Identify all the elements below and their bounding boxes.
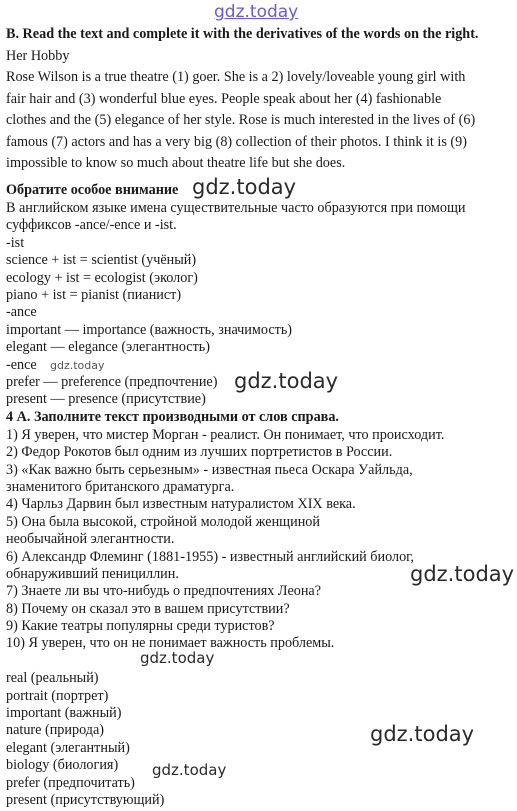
watermark: gdz.today (234, 369, 339, 393)
watermark: gdz.today (192, 175, 297, 199)
word-item: portrait (портрет) (6, 688, 109, 704)
task-line: обнаруживший пенициллин. (6, 566, 179, 582)
watermark: gdz.today (410, 562, 515, 586)
word-item: elegant (элегантный) (6, 740, 130, 756)
task-line: 5) Она была высокой, стройной молодой женщиной (6, 514, 320, 530)
note-intro-line: суффиксов -ance/-ence и -ist. (6, 217, 177, 233)
section-b-heading: B. Read the text and complete it with the derivatives of the words on the right. (6, 26, 479, 42)
task-line: 1) Я уверен, что мистер Морган - реалист. Он понимает, что происходит. (6, 427, 445, 443)
word-item: nature (природа) (6, 722, 105, 738)
section-b-title: Her Hobby (6, 48, 70, 64)
section-b-line: famous (7) actors and has a very big (8) collection of their photos. I think it is (9) (6, 134, 467, 150)
suffix-label-ist: -ist (6, 235, 25, 251)
watermark: gdz.today (140, 649, 215, 667)
task-line: 3) «Как важно быть серьезным» - известная пьеса Оскара Уайльда, (6, 462, 413, 478)
watermark-top: gdz.today (214, 2, 299, 22)
section-b-line: clothes and the (5) elegance of her style. Rose is much interested in the lives of (6) (6, 112, 476, 128)
example-line: prefer — preference (предпочтение) (6, 374, 218, 390)
example-line: piano + ist = pianist (пианист) (6, 287, 182, 303)
example-line: present — presence (присутствие) (6, 391, 206, 407)
task-line: 10) Я уверен, что он не понимает важность проблемы. (6, 635, 335, 651)
section-b-line: impossible to know so much about theatre life but she does. (6, 155, 346, 171)
word-item: prefer (предпочитать) (6, 775, 135, 791)
section-b-line: fair hair and (3) wonderful blue eyes. People speak about her (4) fashionable (6, 91, 442, 107)
example-line: elegant — elegance (элегантность) (6, 339, 210, 355)
word-item: biology (биология) (6, 757, 119, 773)
suffix-label-ance: -ance (6, 304, 37, 320)
word-item: important (важный) (6, 705, 122, 721)
word-item: real (реальный) (6, 670, 99, 686)
section-b-line: Rose Wilson is a true theatre (1) goer. She is a 2) lovely/loveable young girl with (6, 69, 466, 85)
suffix-label-ence: -ence (6, 357, 37, 373)
example-line: important — importance (важность, значимость) (6, 322, 293, 338)
watermark: gdz.today (370, 722, 475, 746)
word-item: present (присутствующий) (6, 792, 165, 808)
watermark: gdz.today (50, 359, 105, 372)
task-line: знаменитого британского драматурга. (6, 479, 235, 495)
note-heading: Обратите особое внимание (6, 182, 179, 198)
task-line: необычайной элегантности. (6, 531, 175, 547)
task-line: 9) Какие театры популярны среди туристов? (6, 618, 275, 634)
watermark: gdz.today (152, 761, 227, 779)
task-line: 7) Знаете ли вы что-нибудь о предпочтениях Леона? (6, 583, 322, 599)
task-line: 6) Александр Флеминг (1881-1955) - известный английский биолог, (6, 549, 414, 565)
task-4a-heading: 4 А. Заполните текст производными от слов справа. (6, 409, 339, 425)
example-line: science + ist = scientist (учёный) (6, 252, 197, 268)
task-line: 2) Федор Рокотов был одним из лучших портретистов в России. (6, 444, 393, 460)
task-line: 8) Почему он сказал это в вашем присутствии? (6, 601, 290, 617)
note-intro-line: В английском языке имена существительные часто образуются при помощи (6, 200, 466, 216)
example-line: ecology + ist = ecologist (эколог) (6, 270, 198, 286)
task-line: 4) Чарльз Дарвин был известным натуралистом XIX века. (6, 496, 356, 512)
